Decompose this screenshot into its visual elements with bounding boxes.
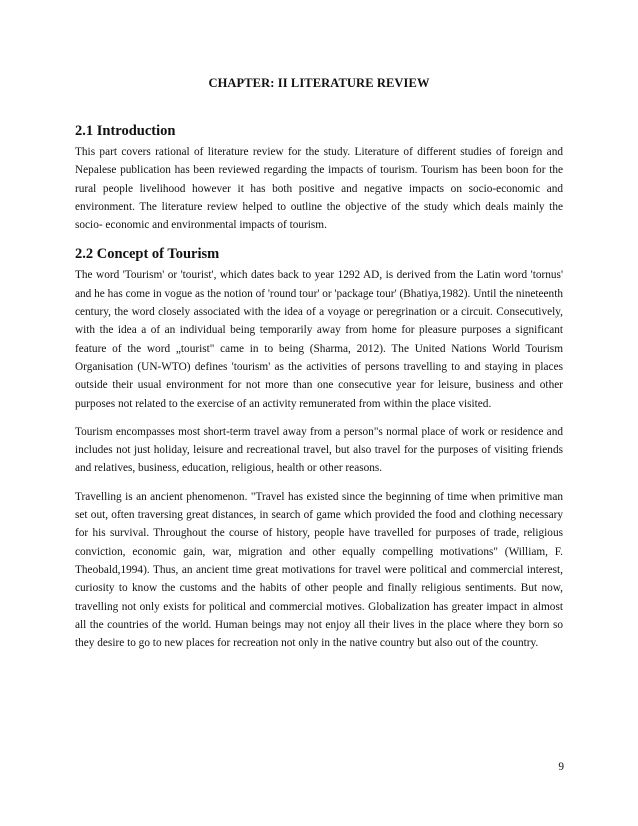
page-number: 9 xyxy=(558,761,564,773)
paragraph-tourism-definition: The word 'Tourism' or 'tourist', which dates back to year 1292 AD, is derived from the Latin word 'tornus' and he has come in vogue as the notion of 'round tour' or 'package tour' (Bhatiya,1982). Until the nineteenth century, the word closely associated with the idea of a voyage or peregrination or a circuit. Consecutively, with the idea a of an individual being temporarily away from home for pleasure purposes a significant feature of the word „tourist" came in to being (Sharma, 2012). The United Nations World Tourism Organisation (UN-WTO) defines 'tourism' as the activities of persons travelling to and staying in places outside their usual environment for not more than one consecutive year for leisure, business and other purposes not related to the exercise of an activity remunerated from within the place visited. xyxy=(75,269,563,410)
paragraph-tourism-encompasses: Tourism encompasses most short-term travel away from a person"s normal place of work or residence and includes not just holiday, leisure and recreational travel, but also travel for the purposes of visiting friends and relatives, business, education, religious, health or other reasons. xyxy=(75,425,563,475)
section-concept-of-tourism xyxy=(75,244,563,652)
section-introduction xyxy=(75,121,563,234)
paragraph-travelling-history: Travelling is an ancient phenomenon. "Travel has existed since the beginning of time when primitive man set out, often traversing great distances, in search of game which provided the food and clothing necessary for his survival. Throughout the course of history, people have travelled for purposes of trade, religious conviction, economic gain, war, migration and other equally compelling motivations" (William, F. Theobald,1994). Thus, an ancient time great motivations for travel were political and commercial interest, curiosity to know the customs and the habits of other people and finally religious sentiments. But now, travelling not only exists for political and commercial motives. Globalization has greater impact in almost all the countries of the world. Human beings may not enjoy all their lives in the place where they born so they desire to go to new places for recreation not only in the native country but also out of the country. xyxy=(75,490,563,650)
section-heading-introduction: 2.1 Introduction xyxy=(75,123,176,139)
section-heading-concept-of-tourism: 2.2 Concept of Tourism xyxy=(75,246,220,263)
page-content xyxy=(75,121,563,652)
paragraph-introduction: This part covers rational of literature review for the study. Literature of different studies of foreign and Nepalese publication has been reviewed regarding the impacts of tourism. Tourism has been boon for the rural people livelihood however it has both positive and negative impacts on socio-economic and environment. The literature review helped to outline the objective of the study which deals mainly the socio- economic and environmental impacts of tourism. xyxy=(75,146,563,232)
chapter-title: CHAPTER: II LITERATURE REVIEW xyxy=(208,76,430,90)
